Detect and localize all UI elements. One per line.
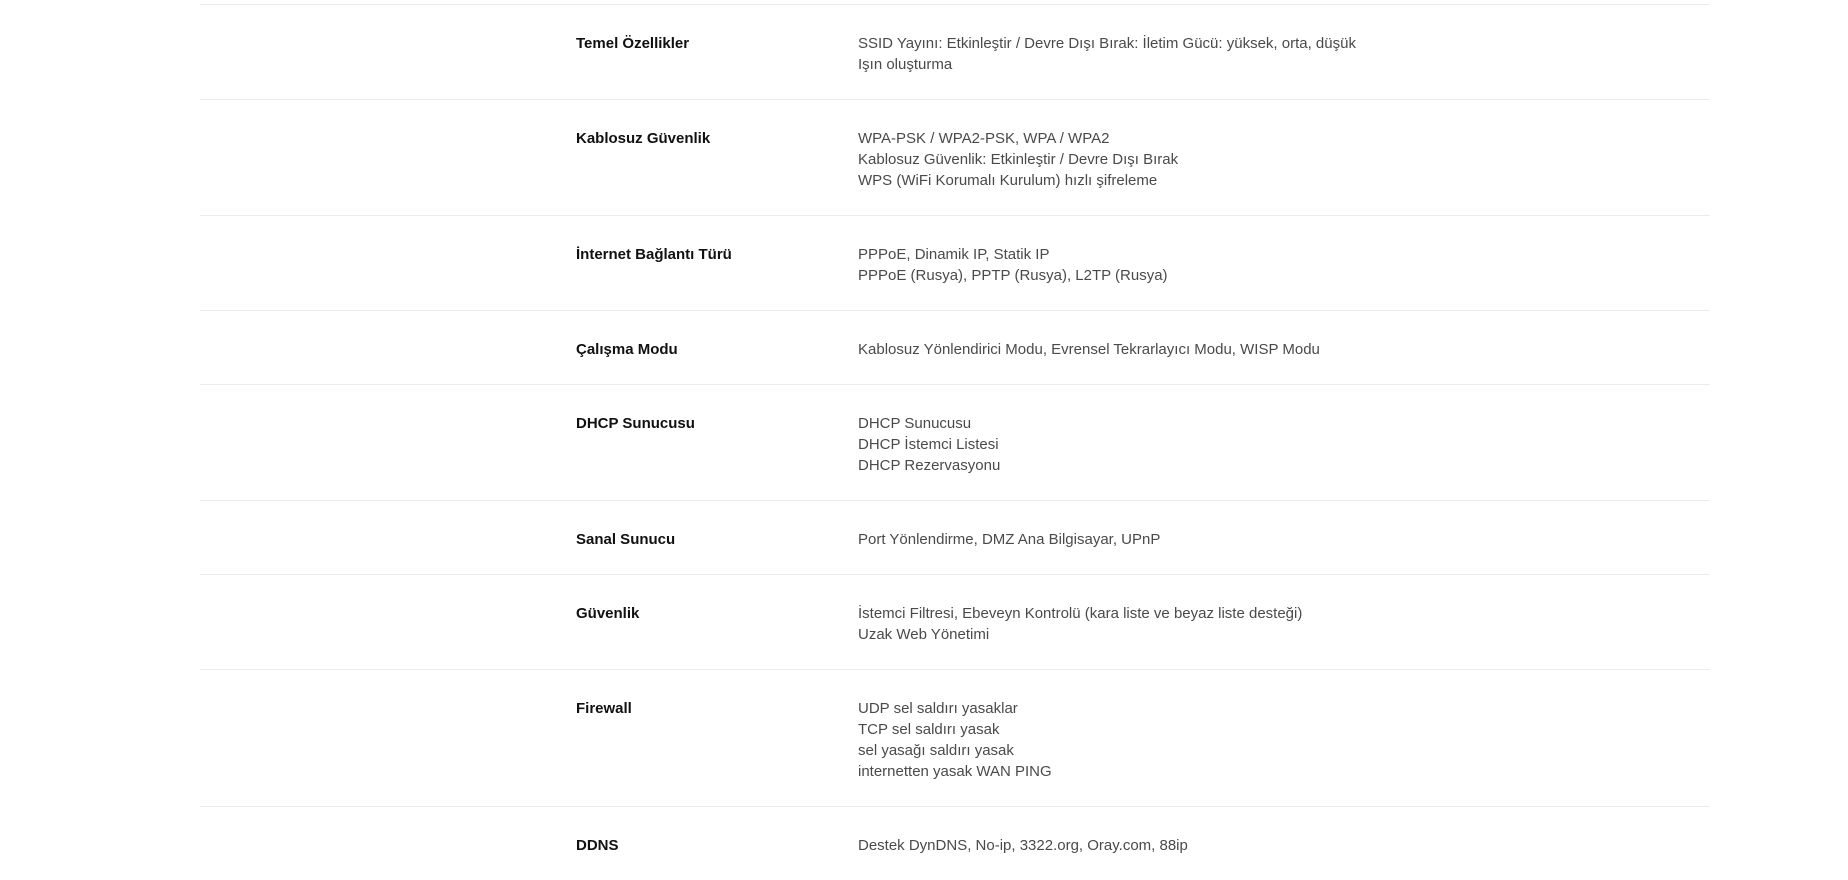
spec-label: Kablosuz Güvenlik [576, 130, 711, 147]
spec-label: Sanal Sunucu [576, 531, 676, 548]
spec-values [858, 339, 1320, 360]
spec-table [200, 0, 1710, 880]
spec-value: İstemci Filtresi, Ebeveyn Kontrolü (kara liste ve beyaz liste desteği) [858, 605, 1303, 622]
spec-value: internetten yasak WAN PING [858, 763, 1052, 780]
spec-value: DHCP İstemci Listesi [858, 436, 999, 453]
spec-value: WPA-PSK / WPA2-PSK, WPA / WPA2 [858, 130, 1110, 147]
spec-label: Güvenlik [576, 605, 640, 622]
spec-values [858, 33, 1356, 75]
spec-label: Temel Özellikler [576, 35, 690, 52]
spec-values [858, 835, 1188, 856]
spec-values [858, 698, 1052, 782]
spec-values [858, 413, 1000, 476]
spec-value: Işın oluşturma [858, 56, 953, 73]
spec-value: DHCP Rezervasyonu [858, 457, 1001, 474]
spec-row-sanal-sunucu [200, 501, 1710, 575]
spec-row-dhcp-sunucusu [200, 385, 1710, 501]
spec-values [858, 244, 1168, 286]
spec-value: Uzak Web Yönetimi [858, 626, 990, 643]
spec-value: Kablosuz Yönlendirici Modu, Evrensel Tekrarlayıcı Modu, WISP Modu [858, 341, 1320, 358]
spec-row-firewall [200, 670, 1710, 807]
spec-value: sel yasağı saldırı yasak [858, 742, 1014, 759]
spec-row-calisma-modu [200, 311, 1710, 385]
spec-value: DHCP Sunucusu [858, 415, 972, 432]
spec-values [858, 128, 1178, 191]
spec-row-guvenlik [200, 575, 1710, 670]
spec-row-temel-ozellikler [200, 5, 1710, 100]
spec-row-internet-baglanti-turu [200, 216, 1710, 311]
spec-value: Port Yönlendirme, DMZ Ana Bilgisayar, UPnP [858, 531, 1161, 548]
spec-value: SSID Yayını: Etkinleştir / Devre Dışı Bırak: İletim Gücü: yüksek, orta, düşük [858, 35, 1356, 52]
spec-row-kablosuz-guvenlik [200, 100, 1710, 216]
spec-label: DHCP Sunucusu [576, 415, 695, 432]
spec-row-ddns [200, 807, 1710, 880]
spec-label: Çalışma Modu [576, 341, 678, 358]
spec-label: DDNS [576, 837, 619, 854]
spec-values [858, 529, 1160, 550]
spec-value: Kablosuz Güvenlik: Etkinleştir / Devre Dışı Bırak [858, 151, 1179, 168]
spec-value: PPPoE, Dinamik IP, Statik IP [858, 246, 1050, 263]
spec-value: TCP sel saldırı yasak [858, 721, 1000, 738]
spec-value: UDP sel saldırı yasaklar [858, 700, 1018, 717]
spec-value: PPPoE (Rusya), PPTP (Rusya), L2TP (Rusya) [858, 267, 1168, 284]
spec-values [858, 603, 1302, 645]
spec-label: Firewall [576, 700, 632, 717]
spec-value: Destek DynDNS, No-ip, 3322.org, Oray.com, 88ip [858, 837, 1188, 854]
spec-value: WPS (WiFi Korumalı Kurulum) hızlı şifreleme [858, 172, 1158, 189]
spec-label: İnternet Bağlantı Türü [576, 246, 732, 263]
